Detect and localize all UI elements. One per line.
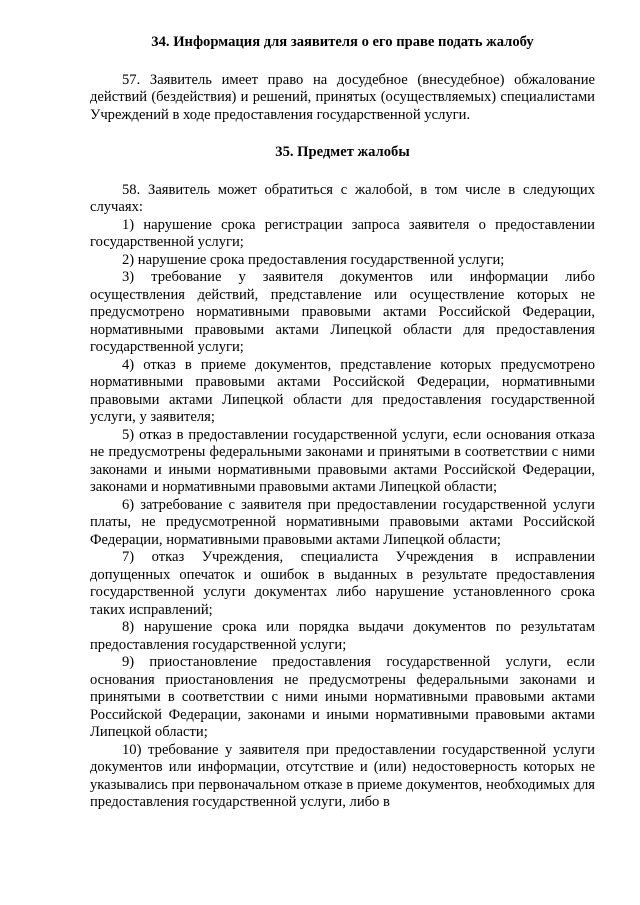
section-35-title: 35. Предмет жалобы (275, 144, 410, 160)
list-item-2: 2) нарушение срока предоставления государственной услуги; (122, 251, 505, 268)
list-item-10: 10) требование у заявителя при предоставлении государственной услуги документов или информации, отсутствие и (или) недостоверность которых не указывались при первоначальном отказе в приеме документов, необходимых для предоставления государственной услуги, либо в (90, 741, 595, 810)
section-34-title: 34. Информация для заявителя о его праве подать жалобу (151, 34, 534, 50)
list-item-9: 9) приостановление предоставления государственной услуги, если основания приостановления не предусмотрены федеральными законами и принятыми в соответствии с ними иными нормативными правовыми актами Российской Федерации, законами и иными нормативными правовыми актами Липецкой области; (90, 654, 595, 740)
list-item-1: 1) нарушение срока регистрации запроса заявителя о предоставлении государственной услуги; (90, 216, 595, 250)
paragraph-57: 57. Заявитель имеет право на досудебное (внесудебное) обжалование действий (бездействия) и решений, принятых (осуществляемых) специалистами Учреждений в ходе предоставления государственной услуги. (90, 71, 595, 123)
list-item-7: 7) отказ Учреждения, специалиста Учреждения в исправлении допущенных опечаток и ошибок в выданных в результате предоставления государственной услуги документах либо нарушение установленного срока таких исправлений; (90, 549, 595, 618)
paragraph-58: 58. Заявитель может обратиться с жалобой, в том числе в следующих случаях: (90, 181, 595, 215)
list-item-4: 4) отказ в приеме документов, представление которых предусмотрено нормативными правовыми актами Российской Федерации, нормативными правовыми актами Липецкой области для предоставления государственной услуги, у заявителя; (90, 356, 595, 425)
list-item-8: 8) нарушение срока или порядка выдачи документов по результатам предоставления государственной услуги; (90, 619, 595, 653)
document-page (90, 34, 595, 812)
list-item-5: 5) отказ в предоставлении государственной услуги, если основания отказа не предусмотрены федеральными законами и принятыми в соответствии с ними законами и иными нормативными правовыми актами Российской Федерации, законами и нормативными правовыми актами Липецкой области; (90, 426, 595, 495)
list-item-6: 6) затребование с заявителя при предоставлении государственной услуги платы, не предусмотренной нормативными правовыми актами Российской Федерации, нормативными правовыми актами Липецкой области; (90, 496, 595, 548)
list-item-3: 3) требование у заявителя документов или информации либо осуществления действий, представление или осуществление которых не предусмотрено нормативными правовыми актами Российской Федерации, нормативными правовыми актами Липецкой области для предоставления государственной услуги; (90, 269, 595, 355)
